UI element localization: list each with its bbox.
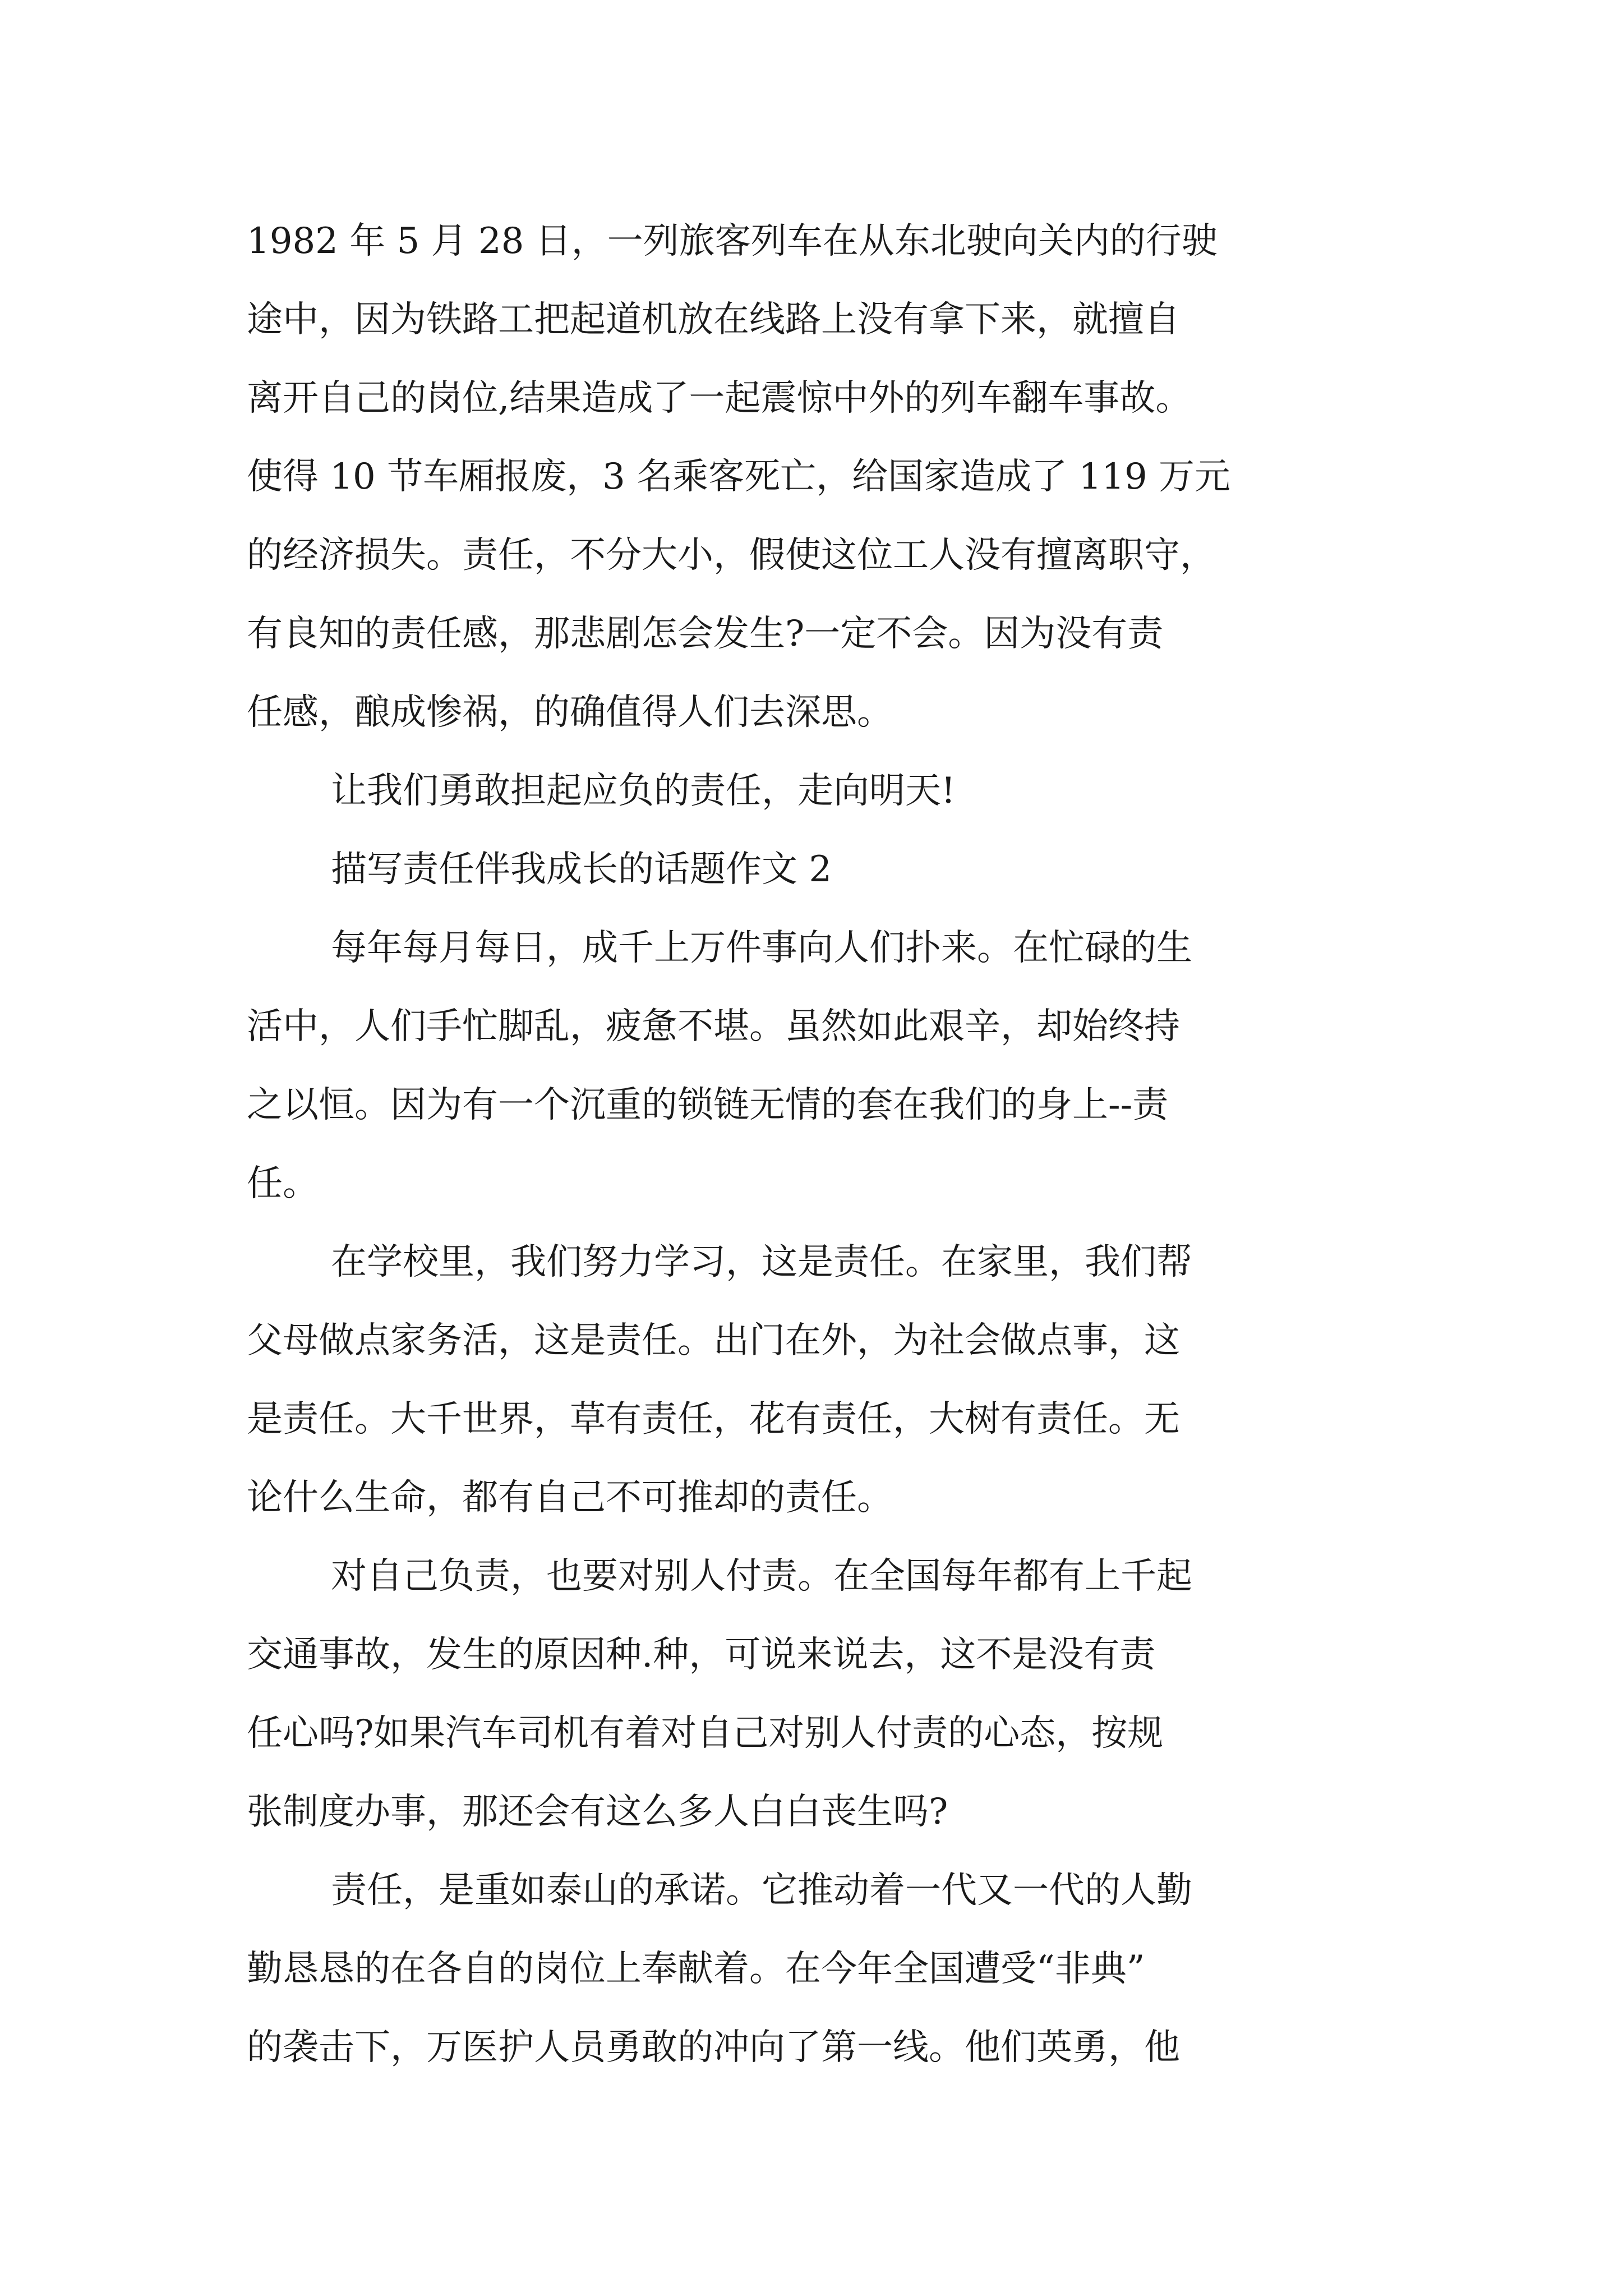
text-line: 活中，人们手忙脚乱，疲惫不堪。虽然如此艰辛，却始终持 xyxy=(247,1006,1180,1047)
text-line: 论什么生命，都有自己不可推却的责任。 xyxy=(247,1477,893,1519)
text-line: 离开自己的岗位,结果造成了一起震惊中外的列车翻车事故。 xyxy=(247,378,1192,419)
text-line: 张制度办事，那还会有这么多人白白丧生吗? xyxy=(247,1791,948,1833)
text-line: 对自己负责，也要对别人付责。在全国每年都有上千起 xyxy=(331,1556,1192,1597)
text-line: 的经济损失。责任，不分大小，假使这位工人没有擅离职守， xyxy=(247,535,1216,576)
text-line: 的袭击下，万医护人员勇敢的冲向了第一线。他们英勇，他 xyxy=(247,2027,1180,2068)
text-line: 1982 年 5 月 28 日，一列旅客列车在从东北驶向关内的行驶 xyxy=(247,220,1218,262)
text-line: 有良知的责任感，那悲剧怎会发生?一定不会。因为没有责 xyxy=(247,613,1164,655)
text-line: 让我们勇敢担起应负的责任，走向明天! xyxy=(331,770,956,812)
text-line: 任。 xyxy=(247,1163,319,1204)
text-line: 责任，是重如泰山的承诺。它推动着一代又一代的人勤 xyxy=(331,1870,1192,1911)
text-line: 交通事故，发生的原因种.种，可说来说去，这不是没有责 xyxy=(247,1634,1156,1676)
text-line: 在学校里，我们努力学习，这是责任。在家里，我们帮 xyxy=(331,1241,1192,1283)
text-line: 每年每月每日，成千上万件事向人们扑来。在忙碌的生 xyxy=(331,927,1192,969)
text-line: 之以恒。因为有一个沉重的锁链无情的套在我们的身上--责 xyxy=(247,1084,1169,1126)
text-line: 勤恳恳的在各自的岗位上奉献着。在今年全国遭受“非典” xyxy=(247,1948,1145,1990)
text-line: 途中，因为铁路工把起道机放在线路上没有拿下来，就擅自 xyxy=(247,299,1180,341)
text-line: 父母做点家务活，这是责任。出门在外，为社会做点事，这 xyxy=(247,1320,1180,1361)
text-line: 是责任。大千世界，草有责任，花有责任，大树有责任。无 xyxy=(247,1398,1180,1440)
text-line: 使得 10 节车厢报废，3 名乘客死亡，给国家造成了 119 万元 xyxy=(247,456,1231,498)
text-line: 任感，酿成惨祸，的确值得人们去深思。 xyxy=(247,692,893,733)
text-line: 任心吗?如果汽车司机有着对自己对别人付责的心态，按规 xyxy=(247,1713,1164,1754)
section-heading: 描写责任伴我成长的话题作文 2 xyxy=(331,849,832,890)
